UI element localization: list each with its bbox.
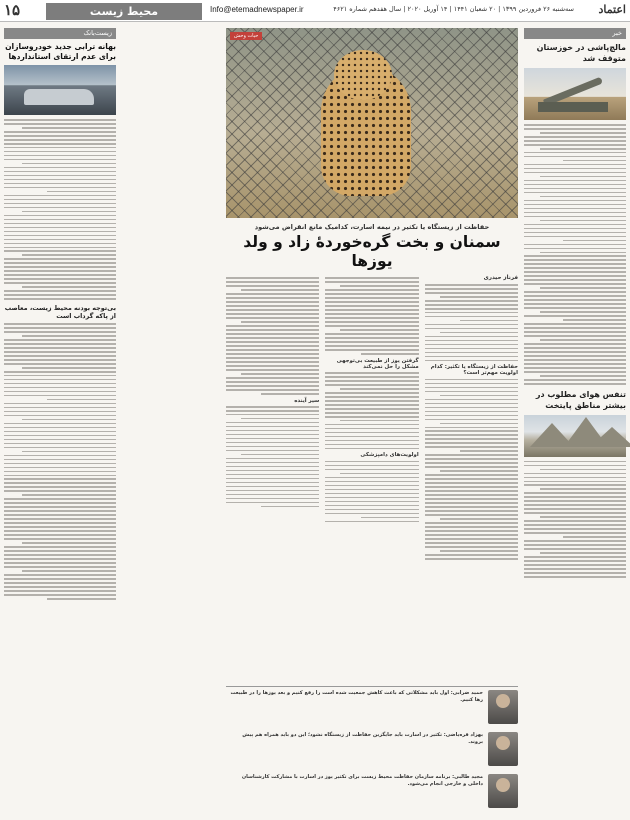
article-headline[interactable]: سمنان و بخت گره‌خوردهٔ زاد و ولد یوزها xyxy=(243,233,501,270)
page-number: ۱۵ xyxy=(4,2,21,19)
right-column-label: خبر xyxy=(524,28,626,39)
expert-portrait xyxy=(488,690,518,724)
dateline: سه‌شنبه ۲۶ فروردین ۱۳۹۹ | ۲۰ شعبان ۱۴۴۱ | ۱۴ آوریل ۲۰۲۰ | سال هفدهم شماره ۴۶۲۱ xyxy=(333,5,574,13)
article-subhead-2: گرفتن یوز از طبیعت بی‌توجهی مشکل را حل نمی‌کند xyxy=(336,357,419,370)
quote-item xyxy=(226,774,518,814)
car-shape xyxy=(24,89,94,105)
expert-portrait xyxy=(488,774,518,808)
article-kicker: حفاظت از زیستگاه یا تکثیر در نیمه اسارت، کدامیک مانع انقراض می‌شود xyxy=(254,223,490,231)
quote-text: مجید طالبی: برنامه سازمان حفاظت محیط زیست برای تکثیر یوز در اسارت با مشارکت کارشناسان داخلی و خارجی انجام می‌شود. xyxy=(241,774,483,787)
wildlife-tag: حیات وحش xyxy=(230,32,262,40)
air-quality-box-title[interactable]: تنفس هوای مطلوب در بیشتر مناطق پایتخت xyxy=(535,389,626,410)
missile-photo xyxy=(524,68,626,120)
article-subhead-1: حفاظت از زیستگاه یا تکثیر: کدام اولویت مهم‌تر است؟ xyxy=(430,364,518,377)
article-column-right xyxy=(425,275,518,562)
environment-article-body xyxy=(4,323,116,600)
quote-item xyxy=(226,732,518,772)
contact-email[interactable]: Info@etemadnewspaper.ir xyxy=(210,5,304,14)
launcher-truck-shape xyxy=(538,102,608,112)
car-factory-photo xyxy=(4,65,116,115)
expert-quotes xyxy=(226,686,518,814)
cheetah-head-shape xyxy=(334,50,392,100)
article-subhead-4: سیر آینده xyxy=(294,397,320,404)
air-quality-body xyxy=(524,461,626,578)
environment-subtitle[interactable]: بی‌توجه بودنه محیط زیست، معاصب از پاکه گرداب است xyxy=(4,303,116,321)
mulch-article-title[interactable]: مالچ‌پاشی در خوزستان متوقف شد xyxy=(536,43,626,63)
article-column-middle xyxy=(325,275,418,562)
article-subhead-3: اولویت‌های دامپزشکی xyxy=(360,452,419,459)
quote-text: حمید ضرابی: اول باید مشکلاتی که باعث کاهش جمعیت شده است را رفع کنیم و بعد یوزها را در طبیعت رها کنیم. xyxy=(230,690,483,703)
cheetah-photo xyxy=(226,28,518,218)
expert-portrait xyxy=(488,732,518,766)
article-columns xyxy=(226,275,518,562)
tehran-mountain-photo xyxy=(524,415,626,457)
article-byline: فرناز حیدری xyxy=(483,275,518,281)
left-column-label: زیست‌بانک xyxy=(4,28,116,39)
mulch-article-body xyxy=(524,124,626,385)
article-column-left xyxy=(226,275,319,562)
right-column xyxy=(524,28,626,816)
automakers-article-body xyxy=(4,119,116,300)
page-header xyxy=(0,0,630,22)
quote-item xyxy=(226,690,518,730)
automakers-article-title[interactable]: بهانه ترابی جدید خودروسازان برای عدم ارتقای استانداردها xyxy=(5,42,116,61)
left-column xyxy=(4,28,116,816)
newspaper-logo: اعتماد xyxy=(598,3,626,16)
quote-text: بهزاد قره‌یاضی: تکثیر در اسارت باید جایگزین حفاظت از زیستگاه نشود؛ این دو باید همراه هم پیش بروند. xyxy=(242,732,483,745)
section-title: محیط زیست xyxy=(46,3,202,20)
